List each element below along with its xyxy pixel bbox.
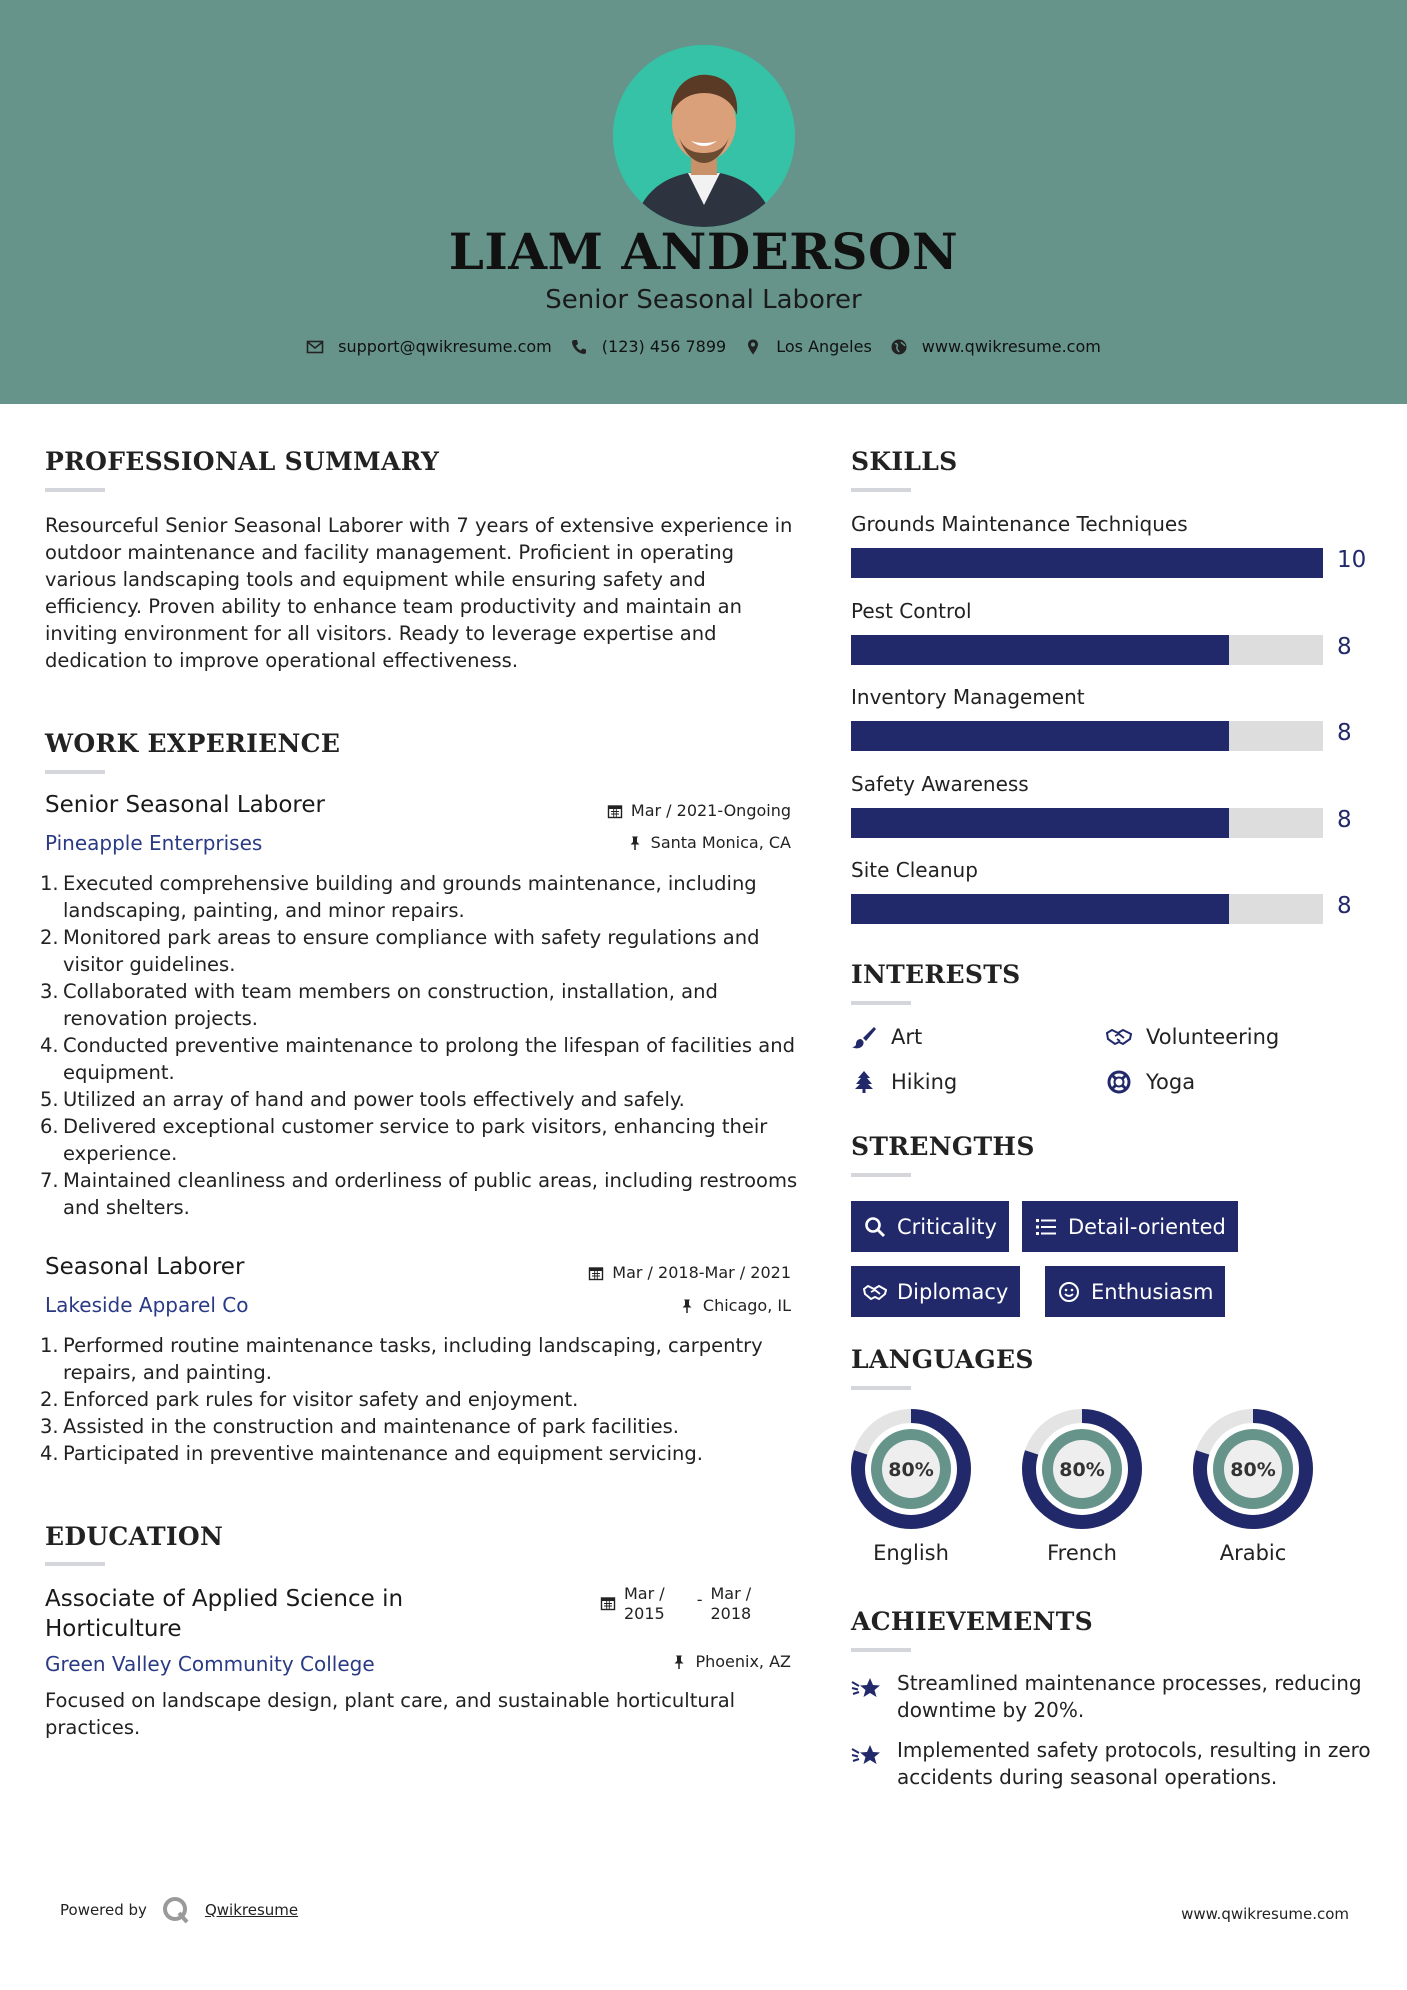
interest-volunteering [1106,1025,1279,1049]
language-name: French [1047,1541,1117,1565]
interest-hiking [851,1070,957,1094]
list-item: 5. Utilized an array of hand and power tools effectively and safely. [40,1088,685,1111]
website-text[interactable]: www.qwikresume.com [921,337,1101,356]
skill-value: 10 [1337,547,1367,573]
company-name: Pineapple Enterprises [45,831,263,855]
list-item: 6. Delivered exceptional customer service to park visitors, enhancing their experience. [40,1115,768,1165]
strength-label: Detail-oriented [1068,1214,1226,1239]
job-dates-text: Mar / 2018-Mar / 2021 [612,1263,791,1282]
pushpin-icon [679,1298,695,1314]
education-start: Mar / 2015 [624,1584,665,1623]
skill-value: 8 [1337,720,1352,746]
list-item: 1. Executed comprehensive building and grounds maintenance, including landscaping, painting, and minor repairs. [40,872,757,922]
calendar-icon [607,803,623,819]
degree-title [45,1584,403,1644]
education-location-text: Phoenix, AZ [695,1652,791,1671]
skills-heading: SKILLS [851,447,958,476]
list-item: 3. Collaborated with team members on construction, installation, and renovation projects. [40,980,718,1030]
person-avatar-icon [613,45,795,227]
achievement-item [851,1737,1371,1791]
strengths-divider [851,1173,911,1177]
footer-website[interactable]: www.qwikresume.com [1181,1905,1349,1923]
experience-heading: WORK EXPERIENCE [45,729,341,758]
list-item: 2. Enforced park rules for visitor safety and enjoyment. [40,1388,579,1411]
skill-name: Pest Control [851,598,972,623]
list-icon [1034,1215,1058,1239]
education-heading: EDUCATION [45,1522,224,1551]
job-title: Seasonal Laborer [45,1254,245,1280]
school-name: Green Valley Community College [45,1652,375,1676]
contact-phone[interactable] [570,337,726,356]
language-name: Arabic [1219,1541,1287,1565]
handshake-icon [863,1280,887,1304]
language-donut [1020,1407,1144,1531]
strength-label: Diplomacy [897,1279,1009,1304]
shooting-star-icon [851,1741,883,1769]
date-separator: - [696,1590,703,1609]
interest-label: Yoga [1146,1070,1196,1094]
tree-icon [851,1070,877,1094]
skill-name: Safety Awareness [851,771,1029,796]
shooting-star-icon [851,1674,883,1702]
list-item: 4. Conducted preventive maintenance to prolong the lifespan of facilities and equipment. [40,1034,795,1084]
language-gauge [1191,1407,1315,1565]
education-dates [600,1584,751,1624]
interest-label: Hiking [891,1070,958,1094]
strength-tag [851,1201,1009,1252]
achievement-text: Implemented safety protocols, resulting in zero accidents during seasonal operations. [897,1738,1371,1789]
location-text: Los Angeles [776,337,872,356]
list-item: 3. Assisted in the construction and maintenance of park facilities. [40,1415,679,1438]
degree-line-1: Associate of Applied Science in [45,1586,404,1612]
footer-powered-by [60,1895,298,1925]
pushpin-icon [671,1654,687,1670]
experience-divider [45,770,105,774]
contact-website[interactable] [890,337,1101,356]
paintbrush-icon [851,1025,877,1049]
list-item: 7. Maintained cleanliness and orderliness of public areas, including restrooms and shelters. [40,1169,798,1219]
education-description: Focused on landscape design, plant care, and sustainable horticultural practices. [45,1689,736,1739]
company-name: Lakeside Apparel Co [45,1293,249,1317]
gauge-percent: 80% [888,1459,934,1481]
interest-label: Art [891,1025,923,1049]
summary-divider [45,488,105,492]
profile-photo [613,45,795,227]
summary-text: Resourceful Senior Seasonal Laborer with 7 years of extensive experience in outdoor maintenance and facility management. Proficient in operating various landscaping tools and equipment while ensuring safety and efficiency. Proven ability to enhance team productivity and maintain an inviting environment for all visitors. Ready to leverage expertise and dedication to improve operational effectiveness. [45,514,793,672]
interest-yoga [1106,1070,1195,1094]
skill-name: Grounds Maintenance Techniques [851,512,1188,536]
contact-bar [0,337,1407,356]
life-ring-icon [1106,1070,1132,1094]
contact-email[interactable] [306,337,552,356]
gauge-percent: 80% [1059,1459,1105,1481]
job-bullets [40,870,800,1221]
skill-bar-fill [851,548,1323,578]
skill-value: 8 [1337,893,1352,919]
job-location [627,833,791,852]
interest-label: Volunteering [1146,1025,1280,1049]
list-item: 1. Performed routine maintenance tasks, including landscaping, carpentry repairs, and painting. [40,1334,763,1384]
skill-bar-track [851,635,1323,665]
language-donut [849,1407,973,1531]
interests-divider [851,1001,911,1005]
email-text[interactable]: support@qwikresume.com [338,337,552,356]
strength-label: Criticality [897,1214,997,1239]
job-location-text: Santa Monica, CA [650,833,791,852]
contact-location [744,337,872,356]
languages-divider [851,1386,911,1390]
skill-bar-track [851,548,1323,578]
map-pin-icon [744,338,762,356]
globe-icon [890,338,908,356]
calendar-icon [588,1265,604,1281]
smile-icon [1057,1280,1081,1304]
skill-bar-fill [851,808,1229,838]
skill-bar-track [851,721,1323,751]
language-name: English [873,1541,949,1565]
interests-heading: INTERESTS [851,960,1021,989]
achievements-heading: ACHIEVEMENTS [851,1607,1093,1636]
languages-heading: LANGUAGES [851,1345,1034,1374]
strengths-heading: STRENGTHS [851,1132,1035,1161]
gauge-percent: 80% [1230,1459,1276,1481]
skill-name: Inventory Management [851,685,1085,709]
job-location-text: Chicago, IL [702,1296,791,1315]
powered-by-label: Powered by [60,1901,147,1919]
achievements-divider [851,1648,911,1652]
phone-icon [570,338,588,356]
calendar-icon [600,1595,616,1611]
education-end: Mar / 2018 [710,1584,752,1623]
envelope-icon [306,338,324,356]
achievement-text: Streamlined maintenance processes, reducing downtime by 20%. [897,1671,1362,1722]
strength-tag [1022,1201,1238,1252]
pushpin-icon [627,835,643,851]
brand-link[interactable]: Qwikresume [204,1901,299,1919]
skill-bar-fill [851,635,1229,665]
achievement-item [851,1670,1371,1724]
degree-line-2: Horticulture [45,1616,182,1642]
phone-text[interactable]: (123) 456 7899 [601,337,727,356]
job-dates [607,801,791,820]
language-gauge [1020,1407,1144,1565]
resume-header [0,0,1407,404]
language-gauge [849,1407,973,1565]
skill-bar-track [851,808,1323,838]
education-divider [45,1562,105,1566]
list-item: 2. Monitored park areas to ensure compliance with safety regulations and visitor guidelines. [40,926,760,976]
skill-value: 8 [1337,806,1352,833]
summary-heading: PROFESSIONAL SUMMARY [45,447,440,476]
skill-bar-track [851,894,1323,924]
language-donut [1191,1407,1315,1531]
job-dates-text: Mar / 2021-Ongoing [630,801,791,820]
education-location [671,1652,791,1671]
job-dates [588,1263,791,1282]
interest-art [851,1025,922,1049]
list-item: 4. Participated in preventive maintenance and equipment servicing. [40,1442,703,1465]
strength-tag [851,1266,1020,1317]
candidate-name: LIAM ANDERSON [448,222,959,281]
handshake-icon [1106,1025,1132,1049]
skill-value: 8 [1337,633,1352,660]
candidate-title: Senior Seasonal Laborer [545,285,862,315]
job-bullets [40,1332,800,1467]
strength-tag [1045,1266,1225,1317]
qwikresume-logo-icon [161,1895,191,1925]
job-location [679,1296,791,1315]
skills-divider [851,488,911,492]
skill-bar-fill [851,721,1229,751]
skill-bar-fill [851,894,1229,924]
job-title: Senior Seasonal Laborer [45,792,325,818]
search-icon [863,1215,887,1239]
skill-name: Site Cleanup [851,858,978,882]
strength-label: Enthusiasm [1091,1279,1214,1304]
